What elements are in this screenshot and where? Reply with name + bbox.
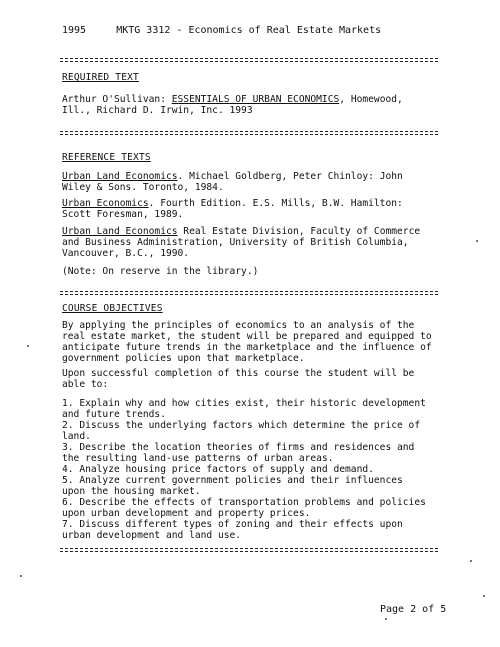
- objective-item: 1. Explain why and how cities exist, their historic development and future trends.: [62, 398, 426, 420]
- required-author: Arthur O'Sullivan:: [62, 94, 166, 105]
- page-number: Page 2 of 5: [380, 604, 447, 615]
- reference-texts-heading: REFERENCE TEXTS: [62, 152, 151, 163]
- reserve-note: (Note: On reserve in the library.): [62, 266, 259, 277]
- scan-speck: [483, 595, 485, 597]
- objective-item: 3. Describe the location theories of firms and residences and the resulting land-use patterns of urban areas.: [62, 442, 415, 464]
- scan-speck: [27, 345, 29, 347]
- divider-rule: [60, 291, 438, 295]
- page-header: [62, 25, 381, 36]
- objective-item: 4. Analyze housing price factors of supply and demand.: [62, 464, 374, 475]
- course-objectives-heading: COURSE OBJECTIVES: [62, 303, 163, 314]
- objectives-list: [62, 398, 447, 541]
- divider-rule: [60, 548, 438, 552]
- divider-rule: [60, 131, 438, 135]
- divider-rule: [60, 58, 438, 62]
- reference-book-title: Urban Land Economics: [62, 226, 178, 237]
- reference-book-title: Urban Land Economics: [62, 171, 178, 182]
- objective-item: 5. Analyze current government policies and their influences upon the housing market.: [62, 475, 403, 497]
- reference-item: [62, 171, 447, 193]
- reference-citation-rest: Real Estate Division, Faculty of Commerce and Business Administration, University of British Columbia, Vancouver, B.C., 1990.: [62, 226, 421, 259]
- objective-item: 6. Describe the effects of transportation problems and policies upon urban development and property prices.: [62, 497, 426, 519]
- reference-item: [62, 226, 447, 259]
- required-text-citation: [62, 94, 447, 116]
- reference-citation-rest: . Michael Goldberg, Peter Chinloy: John Wiley & Sons. Toronto, 1984.: [62, 171, 403, 193]
- required-citation-rest: , Homewood, Ill., Richard D. Irwin, Inc. 1993: [62, 94, 403, 116]
- header-year: 1995: [62, 25, 87, 36]
- objectives-lead: Upon successful completion of this course the student will be able to:: [62, 368, 415, 390]
- scan-speck: [385, 618, 387, 620]
- scan-speck: [20, 575, 22, 577]
- objective-item: 2. Discuss the underlying factors which determine the price of land.: [62, 420, 421, 442]
- reference-item: [62, 198, 447, 220]
- header-course: MKTG 3312 - Economics of Real Estate Markets: [116, 25, 382, 36]
- reference-book-title: Urban Economics: [62, 198, 149, 209]
- objective-item: 7. Discuss different types of zoning and their effects upon urban development and land use.: [62, 519, 403, 541]
- scan-speck: [470, 560, 472, 562]
- required-book-title: ESSENTIALS OF URBAN ECONOMICS: [171, 94, 340, 105]
- objectives-intro: By applying the principles of economics to an analysis of the real estate market, the student will be prepared and equipped to anticipate future trends in the marketplace and the influence of government policies upon that marketplace.: [62, 320, 432, 364]
- reference-citation-rest: . Fourth Edition. E.S. Mills, B.W. Hamilton: Scott Foresman, 1989.: [62, 198, 403, 220]
- scan-speck: [476, 240, 478, 242]
- required-text-heading: REQUIRED TEXT: [62, 72, 139, 83]
